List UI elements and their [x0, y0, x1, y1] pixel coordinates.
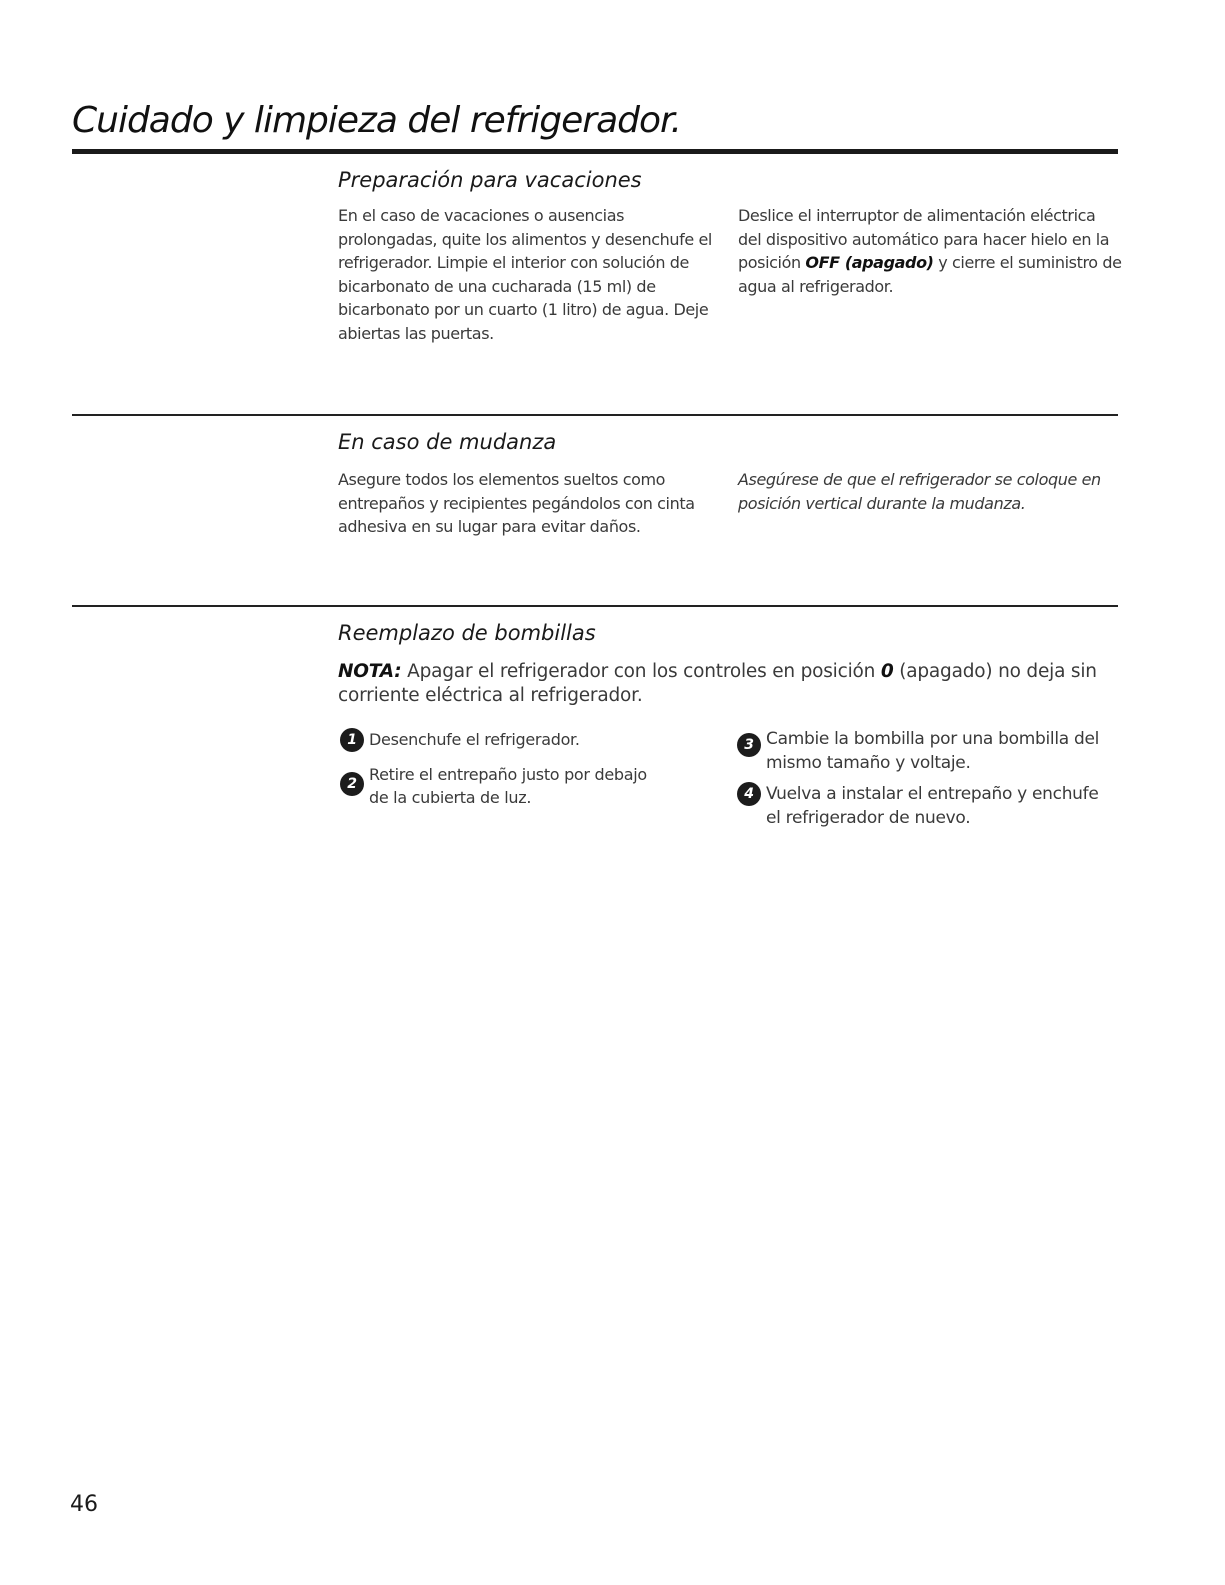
moving-right-text: Asegúrese de que el refrigerador se coloque en posición vertical durante la mudanza.: [738, 470, 1101, 513]
note-label: NOTA:: [338, 661, 402, 682]
note-zero: 0: [880, 661, 894, 682]
moving-left-text: Asegure todos los elementos sueltos como entrepaños y recipientes pegándolos con cinta adhesiva en su lugar para evitar daños.: [338, 470, 695, 537]
step-text: Desenchufe el refrigerador.: [369, 730, 580, 749]
step-text: Vuelva a instalar el entrepaño y enchufe el refrigerador de nuevo.: [766, 784, 1099, 828]
off-emphasis: OFF (apagado): [805, 253, 934, 273]
vacation-right-text: [738, 204, 1123, 298]
section-divider: [72, 414, 1118, 416]
moving-heading: En caso de mudanza: [338, 430, 557, 454]
vacation-left-text: En el caso de vacaciones o ausencias prolongadas, quite los alimentos y desenchufe el refrigerador. Limpie el interior con solución de bicarbonato de una cucharada (15 ml) de bicarbonato por un cuarto (1 litro) de agua. Deje abiertas las puertas.: [338, 206, 712, 343]
step-2: [340, 763, 670, 809]
step-number-icon: 4: [737, 782, 761, 806]
step-text: Cambie la bombilla por una bombilla del mismo tamaño y voltaje.: [766, 729, 1100, 773]
vacation-right-after: y cierre el suministro de agua al refrigerador.: [738, 253, 1122, 296]
bulbs-heading: Reemplazo de bombillas: [338, 621, 596, 645]
section-divider: [72, 605, 1118, 607]
bulbs-note: [338, 660, 1128, 708]
vacation-right-before: Deslice el interruptor de alimentación eléctrica del dispositivo automático para hacer hielo en la posición: [738, 206, 1110, 273]
step-text: Retire el entrepaño justo por debajo de la cubierta de luz.: [369, 765, 647, 807]
vacation-heading: Preparación para vacaciones: [338, 168, 642, 192]
step-1: [340, 728, 700, 751]
step-4: [737, 782, 1117, 830]
page-number: 46: [70, 1492, 98, 1517]
step-number-icon: 2: [340, 772, 364, 796]
page-title: Cuidado y limpieza del refrigerador.: [72, 100, 681, 141]
step-number-icon: 1: [340, 728, 364, 752]
note-before: Apagar el refrigerador con los controles en posición: [401, 661, 881, 682]
note-after: (apagado) no deja sin corriente eléctrica al refrigerador.: [338, 661, 1097, 706]
step-3: [737, 727, 1117, 775]
title-rule: [72, 149, 1118, 154]
step-number-icon: 3: [737, 733, 761, 757]
